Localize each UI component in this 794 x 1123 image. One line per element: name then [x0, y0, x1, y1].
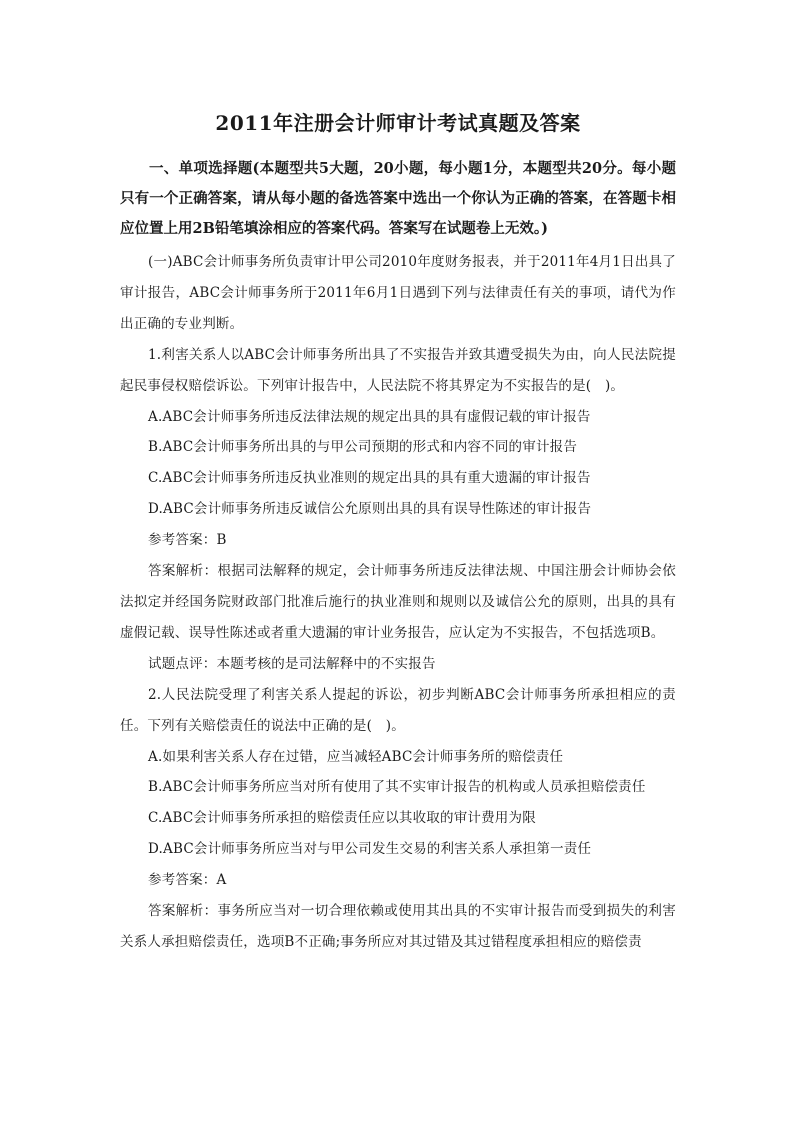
q2-option-a: A.如果利害关系人存在过错，应当减轻ABC会计师事务所的赔偿责任 — [148, 748, 564, 765]
document-page — [120, 108, 676, 958]
q1-answer: 参考答案：B — [148, 532, 227, 549]
q2-answer: 参考答案：A — [148, 872, 227, 889]
q1-comment: 试题点评：本题考核的是司法解释中的不实报告 — [148, 655, 436, 672]
question-2: 2.人民法院受理了利害关系人提起的诉讼，初步判断ABC会计师事务所承担相应的责任。下列有关赔偿责任的说法中正确的是( )。 — [120, 686, 676, 734]
q1-explanation: 答案解析：根据司法解释的规定，会计师事务所违反法律法规、中国注册会计师协会依法拟定并经国务院财政部门批准后施行的执业准则和规则以及诚信公允的原则，出具的具有虚假记载、误导性陈述或者重大遗漏的审计业务报告，应认定为不实报告，不包括选项B。 — [120, 563, 676, 641]
q1-option-d: D.ABC会计师事务所违反诚信公允原则出具的具有误导性陈述的审计报告 — [148, 501, 592, 518]
q1-option-a: A.ABC会计师事务所违反法律法规的规定出具的具有虚假记载的审计报告 — [148, 408, 591, 425]
question-1: 1.利害关系人以ABC会计师事务所出具了不实报告并致其遭受损失为由，向人民法院提起民事侵权赔偿诉讼。下列审计报告中，人民法院不将其界定为不实报告的是( )。 — [120, 346, 676, 394]
q2-option-c: C.ABC会计师事务所承担的赔偿责任应以其收取的审计费用为限 — [148, 810, 536, 827]
document-title: 2011年注册会计师审计考试真题及答案 — [215, 111, 581, 135]
q2-option-b: B.ABC会计师事务所应当对所有使用了其不实审计报告的机构或人员承担赔偿责任 — [148, 779, 646, 796]
section-heading: 一、单项选择题(本题型共5大题，20小题，每小题1分，本题型共20分。每小题只有一个正确答案，请从每小题的备选答案中选出一个你认为正确的答案，在答题卡相应位置上用2B铅笔填涂相应的答案代码。答案写在试题卷上无效。) — [120, 160, 676, 237]
q1-option-b: B.ABC会计师事务所出具的与甲公司预期的形式和内容不同的审计报告 — [148, 439, 578, 456]
q2-explanation: 答案解析：事务所应当对一切合理依赖或使用其出具的不实审计报告而受到损失的利害关系人承担赔偿责任，选项B不正确;事务所应对其过错及其过错程度承担相应的赔偿责 — [120, 903, 676, 950]
intro-paragraph: (一)ABC会计师事务所负责审计甲公司2010年度财务报表，并于2011年4月1日出具了审计报告，ABC会计师事务所于2011年6月1日遇到下列与法律责任有关的事项，请代为作出正确的专业判断。 — [120, 254, 676, 332]
q2-option-d: D.ABC会计师事务所应当对与甲公司发生交易的利害关系人承担第一责任 — [148, 841, 592, 858]
q1-option-c: C.ABC会计师事务所违反执业准则的规定出具的具有重大遗漏的审计报告 — [148, 470, 591, 487]
